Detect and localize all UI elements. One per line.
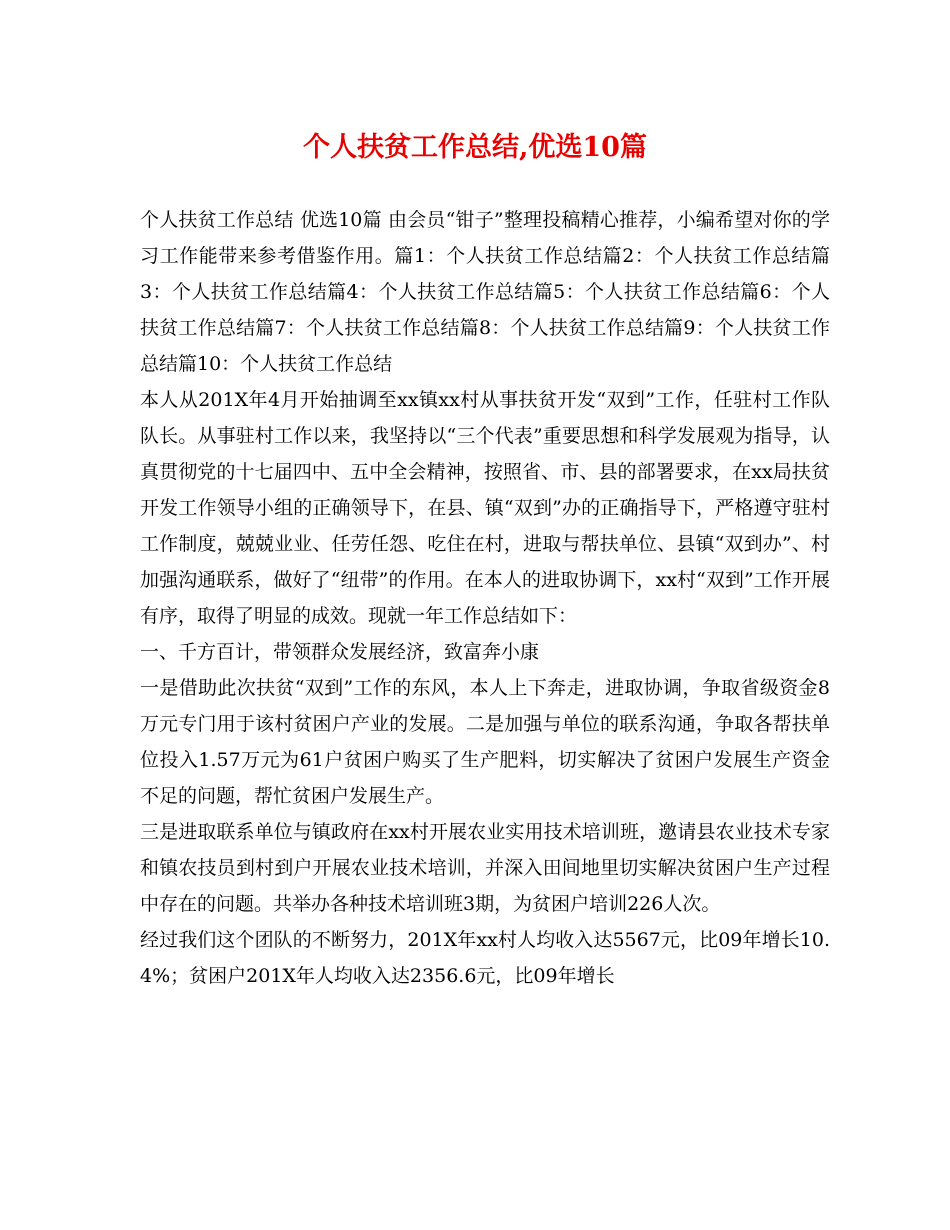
paragraph-training: 三是进取联系单位与镇政府在xx村开展农业实用技术培训班，邀请县农业技术专家和镇农技员到村到户开展农业技术培训，并深入田间地里切实解决贫困户生产过程中存在的问题。共举办各种技术培训班3期，为贫困户培训226人次。 xyxy=(140,821,830,915)
paragraph-results: 经过我们这个团队的不断努力，201X年xx村人均收入达5567元，比09年增长10.4%；贫困户201X年人均收入达2356.6元，比09年增长 xyxy=(140,929,830,987)
paragraph-overview: 本人从201X年4月开始抽调至xx镇xx村从事扶贫开发“双到”工作，任驻村工作队队长。从事驻村工作以来，我坚持以“三个代表”重要思想和科学发展观为指导，认真贯彻党的十七届四中、五中全会精神，按照省、市、县的部署要求，在xx局扶贫开发工作领导小组的正确领导下，在县、镇“双到”办的正确指导下，严格遵守驻村工作制度，兢兢业业、任劳任怨、吃住在村，进取与帮扶单位、县镇“双到办”、村加强沟通联系，做好了“纽带”的作用。在本人的进取协调下，xx村“双到”工作开展有序，取得了明显的成效。现就一年工作总结如下： xyxy=(140,389,830,627)
paragraph-intro: 个人扶贫工作总结 优选10篇 由会员“钳子”整理投稿精心推荐，小编希望对你的学习工作能带来参考借鉴作用。篇1：个人扶贫工作总结篇2：个人扶贫工作总结篇3：个人扶贫工作总结篇4：个人扶贫工作总结篇5：个人扶贫工作总结篇6：个人扶贫工作总结篇7：个人扶贫工作总结篇8：个人扶贫工作总结篇9：个人扶贫工作总结篇10：个人扶贫工作总结 xyxy=(140,209,830,375)
section-heading-1: 一、千方百计，带领群众发展经济，致富奔小康 xyxy=(140,641,540,663)
document-body xyxy=(140,202,830,994)
document-title: 个人扶贫工作总结,优选10篇 xyxy=(303,132,647,163)
paragraph-funding: 一是借助此次扶贫“双到”工作的东风，本人上下奔走，进取协调，争取省级资金8万元专门用于该村贫困户产业的发展。二是加强与单位的联系沟通，争取各帮扶单位投入1.57万元为61户贫困户购买了生产肥料，切实解决了贫困户发展生产资金不足的问题，帮忙贫困户发展生产。 xyxy=(140,677,830,807)
